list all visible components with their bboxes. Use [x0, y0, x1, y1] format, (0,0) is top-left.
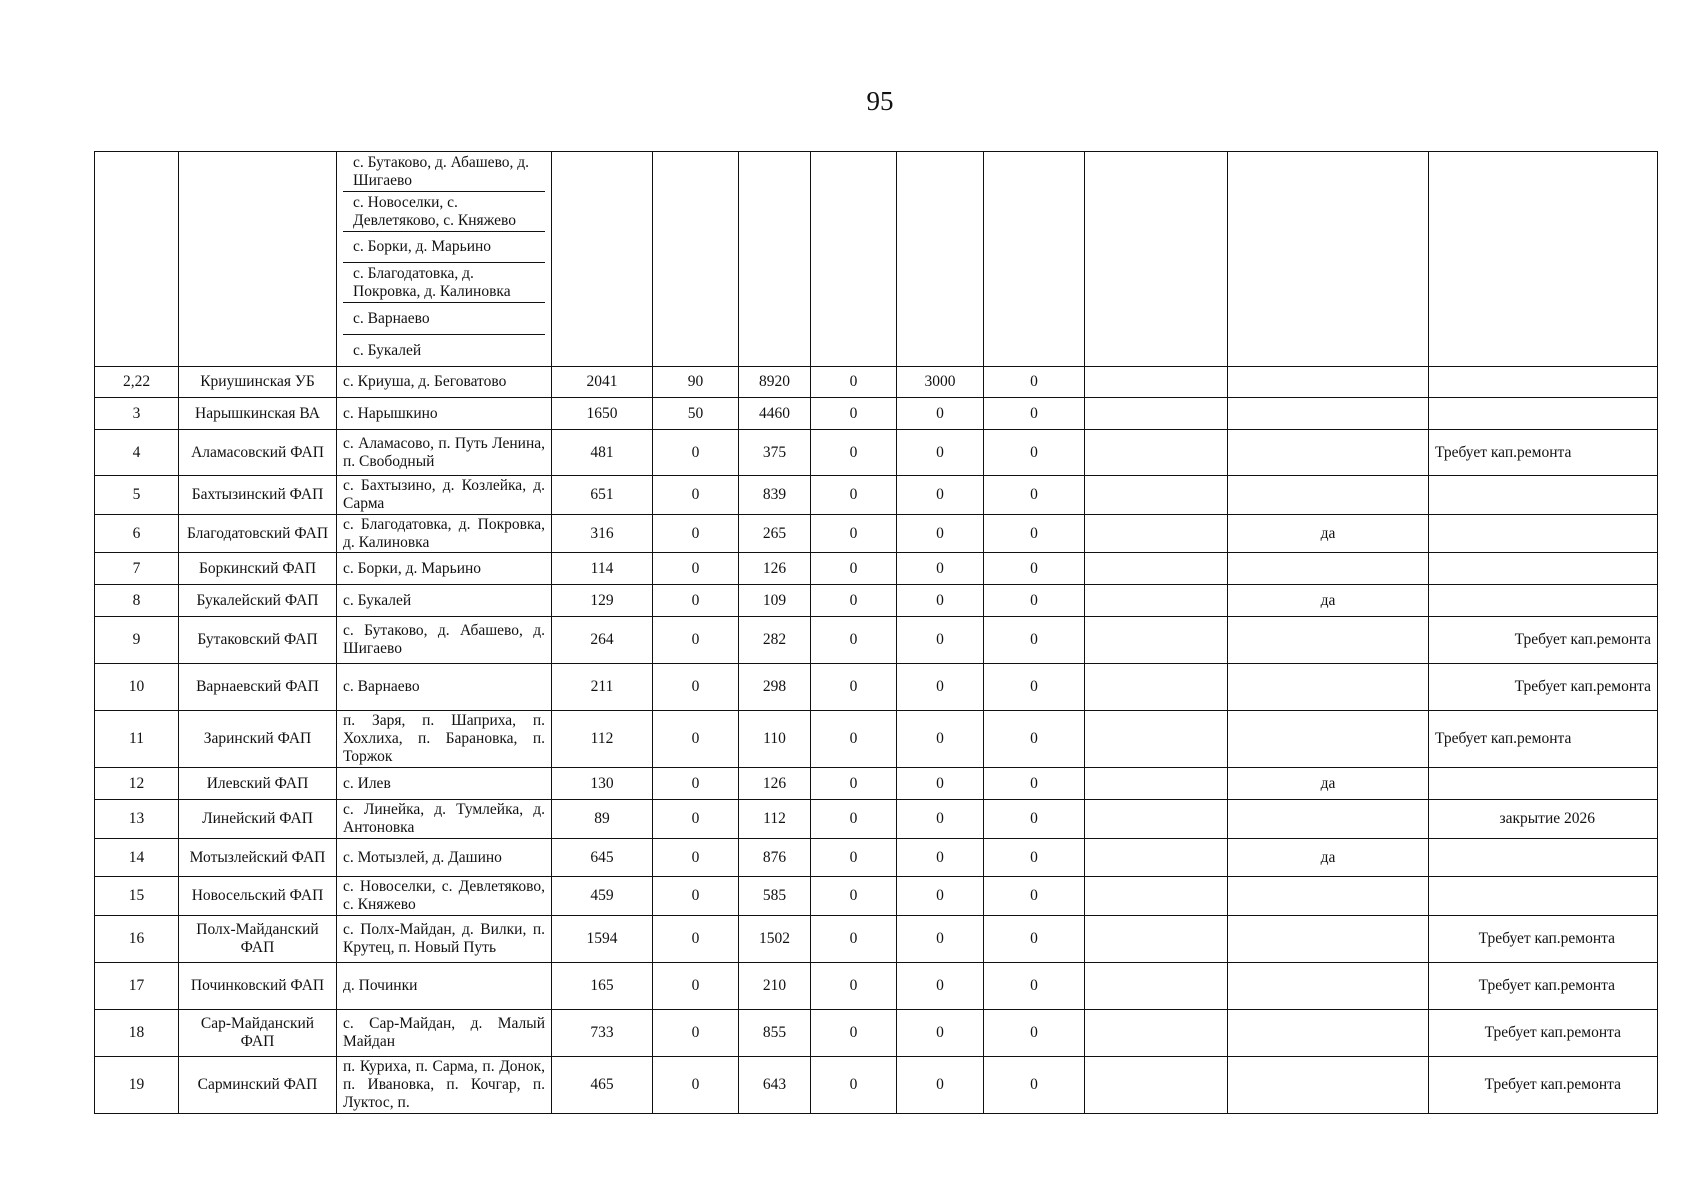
cell-name: Аламасовский ФАП [179, 430, 337, 476]
cell-v5: 0 [897, 553, 984, 585]
settlement-entry: с. Новоселки, с. Девлетяково, с. Княжево [343, 192, 545, 232]
cell-v6: 0 [984, 664, 1085, 711]
cell-v8 [1228, 367, 1429, 398]
cell-v1: 733 [552, 1010, 653, 1057]
cell-v3: 8920 [739, 367, 811, 398]
cell-num: 6 [95, 515, 179, 553]
cell-v6: 0 [984, 476, 1085, 515]
cell-name: Починковский ФАП [179, 963, 337, 1010]
cell-v1: 1594 [552, 916, 653, 963]
settlement-entry: с. Бутаково, д. Абашево, д. Шигаево [343, 152, 545, 192]
facilities-table [94, 151, 1658, 1114]
cell-empty [897, 152, 984, 367]
cell-v4: 0 [811, 916, 897, 963]
cell-v5: 0 [897, 839, 984, 877]
cell-v2: 0 [653, 430, 739, 476]
cell-v2: 0 [653, 916, 739, 963]
cell-settlements: с. Сар-Майдан, д. Малый Майдан [337, 1010, 552, 1057]
cell-v4: 0 [811, 963, 897, 1010]
cell-num: 10 [95, 664, 179, 711]
table-row [95, 585, 1658, 617]
cell-num: 9 [95, 617, 179, 664]
cell-v4: 0 [811, 430, 897, 476]
cell-v8 [1228, 553, 1429, 585]
cell-v7 [1085, 664, 1228, 711]
cell-name: Сарминский ФАП [179, 1057, 337, 1114]
cell-empty [1085, 152, 1228, 367]
table-row-continuation [95, 152, 1658, 367]
cell-v2: 0 [653, 800, 739, 839]
cell-v5: 0 [897, 711, 984, 768]
cell-v3: 126 [739, 768, 811, 800]
cell-v3: 375 [739, 430, 811, 476]
cell-v4: 0 [811, 398, 897, 430]
cell-note: Требует кап.ремонта [1429, 711, 1658, 768]
cell-v7 [1085, 398, 1228, 430]
cell-note [1429, 553, 1658, 585]
cell-v2: 0 [653, 877, 739, 916]
cell-name: Нарышкинская ВА [179, 398, 337, 430]
cell-v5: 0 [897, 585, 984, 617]
cell-v4: 0 [811, 367, 897, 398]
cell-name: Линейский ФАП [179, 800, 337, 839]
cell-settlements: с. Полх-Майдан, д. Вилки, п. Крутец, п. Новый Путь [337, 916, 552, 963]
cell-num: 12 [95, 768, 179, 800]
table-row [95, 553, 1658, 585]
table-row [95, 398, 1658, 430]
cell-note: Требует кап.ремонта [1429, 916, 1658, 963]
settlement-entry: с. Борки, д. Марьино [343, 232, 545, 263]
cell-v3: 109 [739, 585, 811, 617]
cell-settlements: д. Починки [337, 963, 552, 1010]
cell-v6: 0 [984, 585, 1085, 617]
table-row [95, 515, 1658, 553]
table-row [95, 1010, 1658, 1057]
cell-v7 [1085, 916, 1228, 963]
cell-v8 [1228, 476, 1429, 515]
cell-num: 18 [95, 1010, 179, 1057]
cell-settlements: с. Линейка, д. Тумлейка, д. Антоновка [337, 800, 552, 839]
cell-v7 [1085, 963, 1228, 1010]
cell-v5: 0 [897, 1010, 984, 1057]
cell-v8: да [1228, 585, 1429, 617]
cell-v1: 2041 [552, 367, 653, 398]
cell-v8 [1228, 800, 1429, 839]
cell-v3: 839 [739, 476, 811, 515]
cell-empty [552, 152, 653, 367]
cell-v3: 282 [739, 617, 811, 664]
cell-name: Бахтызинский ФАП [179, 476, 337, 515]
cell-v7 [1085, 711, 1228, 768]
settlement-entry: с. Букалей [353, 342, 422, 359]
cell-v3: 4460 [739, 398, 811, 430]
cell-v6: 0 [984, 839, 1085, 877]
cell-v2: 0 [653, 664, 739, 711]
cell-v2: 0 [653, 768, 739, 800]
cell-v6: 0 [984, 367, 1085, 398]
cell-num: 15 [95, 877, 179, 916]
table-row [95, 664, 1658, 711]
cell-v4: 0 [811, 1057, 897, 1114]
cell-v7 [1085, 515, 1228, 553]
cell-v2: 0 [653, 963, 739, 1010]
cell-settlements: с. Илев [337, 768, 552, 800]
cell-name: Новосельский ФАП [179, 877, 337, 916]
cell-num: 8 [95, 585, 179, 617]
table-row [95, 963, 1658, 1010]
page-number: 95 [866, 86, 894, 116]
cell-note [1429, 367, 1658, 398]
cell-v4: 0 [811, 711, 897, 768]
cell-v8 [1228, 1010, 1429, 1057]
cell-v3: 1502 [739, 916, 811, 963]
cell-num: 14 [95, 839, 179, 877]
cell-v3: 265 [739, 515, 811, 553]
cell-v7 [1085, 476, 1228, 515]
cell-note: Требует кап.ремонта [1429, 1010, 1658, 1057]
cell-v1: 211 [552, 664, 653, 711]
cell-settlements: с. Аламасово, п. Путь Ленина, п. Свободный [337, 430, 552, 476]
cell-num: 16 [95, 916, 179, 963]
table-row [95, 367, 1658, 398]
cell-v4: 0 [811, 664, 897, 711]
cell-num: 4 [95, 430, 179, 476]
cell-v5: 0 [897, 963, 984, 1010]
cell-v7 [1085, 768, 1228, 800]
cell-v4: 0 [811, 800, 897, 839]
cell-v8 [1228, 430, 1429, 476]
cell-v6: 0 [984, 916, 1085, 963]
cell-num: 3 [95, 398, 179, 430]
cell-v6: 0 [984, 617, 1085, 664]
cell-v3: 110 [739, 711, 811, 768]
cell-v7 [1085, 1057, 1228, 1114]
cell-note: закрытие 2026 [1429, 800, 1658, 839]
cell-v5: 0 [897, 916, 984, 963]
cell-v1: 165 [552, 963, 653, 1010]
cell-name: Бутаковский ФАП [179, 617, 337, 664]
cell-v8: да [1228, 768, 1429, 800]
cell-v5: 3000 [897, 367, 984, 398]
cell-v1: 1650 [552, 398, 653, 430]
cell-v8 [1228, 1057, 1429, 1114]
cell-v6: 0 [984, 800, 1085, 839]
cell-v6: 0 [984, 877, 1085, 916]
cell-v3: 643 [739, 1057, 811, 1114]
cell-name: Сар-Майданский ФАП [179, 1010, 337, 1057]
cell-v7 [1085, 800, 1228, 839]
cell-settlements: с. Варнаево [337, 664, 552, 711]
cell-v5: 0 [897, 800, 984, 839]
cell-name: Мотызлейский ФАП [179, 839, 337, 877]
cell-v4: 0 [811, 768, 897, 800]
cell-v5: 0 [897, 1057, 984, 1114]
cell-v8 [1228, 963, 1429, 1010]
cell-v8 [1228, 711, 1429, 768]
cell-v7 [1085, 1010, 1228, 1057]
cell-empty [653, 152, 739, 367]
cell-settlements: с. Букалей [337, 585, 552, 617]
cell-v7 [1085, 430, 1228, 476]
cell-v8 [1228, 916, 1429, 963]
cell-name [179, 152, 337, 367]
cell-note [1429, 585, 1658, 617]
cell-v4: 0 [811, 515, 897, 553]
cell-v3: 876 [739, 839, 811, 877]
cell-v3: 126 [739, 553, 811, 585]
cell-note [1429, 877, 1658, 916]
cell-note [1429, 768, 1658, 800]
cell-settlements: с. Бутаково, д. Абашево, д. Шигаево [337, 617, 552, 664]
cell-note [1429, 515, 1658, 553]
cell-v3: 585 [739, 877, 811, 916]
cell-v5: 0 [897, 430, 984, 476]
cell-empty [984, 152, 1085, 367]
cell-note: Требует кап.ремонта [1429, 617, 1658, 664]
table-row [95, 617, 1658, 664]
cell-v6: 0 [984, 1010, 1085, 1057]
cell-v5: 0 [897, 617, 984, 664]
cell-v2: 50 [653, 398, 739, 430]
cell-v8 [1228, 877, 1429, 916]
cell-note [1429, 839, 1658, 877]
cell-v3: 855 [739, 1010, 811, 1057]
cell-v1: 459 [552, 877, 653, 916]
cell-v8: да [1228, 839, 1429, 877]
cell-v4: 0 [811, 476, 897, 515]
cell-v6: 0 [984, 963, 1085, 1010]
table-row [95, 839, 1658, 877]
cell-v1: 481 [552, 430, 653, 476]
cell-v4: 0 [811, 877, 897, 916]
cell-v2: 0 [653, 476, 739, 515]
cell-v4: 0 [811, 839, 897, 877]
cell-v4: 0 [811, 617, 897, 664]
cell-v6: 0 [984, 768, 1085, 800]
cell-v6: 0 [984, 430, 1085, 476]
cell-note: Требует кап.ремонта [1429, 664, 1658, 711]
table-row [95, 877, 1658, 916]
cell-v2: 90 [653, 367, 739, 398]
cell-num: 13 [95, 800, 179, 839]
table-row [95, 800, 1658, 839]
cell-v1: 130 [552, 768, 653, 800]
cell-settlements: с. Бахтызино, д. Козлейка, д. Сарма [337, 476, 552, 515]
cell-v5: 0 [897, 476, 984, 515]
cell-name: Варнаевский ФАП [179, 664, 337, 711]
cell-v1: 651 [552, 476, 653, 515]
cell-v7 [1085, 553, 1228, 585]
cell-settlements: с. Благодатовка, д. Покровка, д. Калиновка [337, 515, 552, 553]
cell-settlements: п. Куриха, п. Сарма, п. Донок, п. Ивановка, п. Кочгар, п. Луктос, п. [337, 1057, 552, 1114]
cell-settlements: с. Нарышкино [337, 398, 552, 430]
cell-v1: 316 [552, 515, 653, 553]
cell-v6: 0 [984, 398, 1085, 430]
cell-num: 11 [95, 711, 179, 768]
cell-v1: 645 [552, 839, 653, 877]
cell-v1: 129 [552, 585, 653, 617]
cell-name: Илевский ФАП [179, 768, 337, 800]
cell-num: 5 [95, 476, 179, 515]
cell-v2: 0 [653, 515, 739, 553]
cell-v2: 0 [653, 711, 739, 768]
cell-empty [811, 152, 897, 367]
cell-v2: 0 [653, 839, 739, 877]
table-row [95, 1057, 1658, 1114]
cell-v5: 0 [897, 515, 984, 553]
cell-v1: 465 [552, 1057, 653, 1114]
cell-v1: 112 [552, 711, 653, 768]
cell-v5: 0 [897, 398, 984, 430]
cell-settlements-group [337, 152, 552, 367]
cell-num: 7 [95, 553, 179, 585]
cell-name: Заринский ФАП [179, 711, 337, 768]
cell-num: 17 [95, 963, 179, 1010]
cell-empty [1228, 152, 1429, 367]
cell-empty [739, 152, 811, 367]
cell-v4: 0 [811, 585, 897, 617]
cell-settlements: с. Криуша, д. Беговатово [337, 367, 552, 398]
cell-v8 [1228, 398, 1429, 430]
cell-note: Требует кап.ремонта [1429, 1057, 1658, 1114]
cell-v1: 114 [552, 553, 653, 585]
table-row [95, 430, 1658, 476]
table-row [95, 476, 1658, 515]
cell-v7 [1085, 839, 1228, 877]
cell-name: Полх-Майданский ФАП [179, 916, 337, 963]
cell-v3: 210 [739, 963, 811, 1010]
cell-v6: 0 [984, 711, 1085, 768]
settlement-entry: с. Варнаево [343, 303, 545, 335]
cell-v8 [1228, 664, 1429, 711]
cell-note: Требует кап.ремонта [1429, 963, 1658, 1010]
cell-v7 [1085, 617, 1228, 664]
cell-v5: 0 [897, 768, 984, 800]
cell-v7 [1085, 585, 1228, 617]
cell-note [1429, 476, 1658, 515]
cell-settlements: п. Заря, п. Шаприха, п. Хохлиха, п. Барановка, п. Торжок [337, 711, 552, 768]
cell-v6: 0 [984, 553, 1085, 585]
cell-v5: 0 [897, 877, 984, 916]
table-row [95, 711, 1658, 768]
cell-v7 [1085, 367, 1228, 398]
cell-num [95, 152, 179, 367]
cell-empty [1429, 152, 1658, 367]
cell-v8: да [1228, 515, 1429, 553]
cell-v7 [1085, 877, 1228, 916]
cell-v4: 0 [811, 553, 897, 585]
cell-name: Криушинская УБ [179, 367, 337, 398]
cell-settlements: с. Борки, д. Марьино [337, 553, 552, 585]
cell-v2: 0 [653, 1010, 739, 1057]
cell-name: Букалейский ФАП [179, 585, 337, 617]
cell-settlements: с. Мотызлей, д. Дашино [337, 839, 552, 877]
cell-v6: 0 [984, 1057, 1085, 1114]
cell-v8 [1228, 617, 1429, 664]
cell-v2: 0 [653, 617, 739, 664]
cell-v5: 0 [897, 664, 984, 711]
cell-name: Боркинский ФАП [179, 553, 337, 585]
cell-v2: 0 [653, 585, 739, 617]
cell-settlements: с. Новоселки, с. Девлетяково, с. Княжево [337, 877, 552, 916]
settlement-entry: с. Благодатовка, д. Покровка, д. Калиновка [343, 263, 545, 303]
cell-v1: 89 [552, 800, 653, 839]
cell-v3: 298 [739, 664, 811, 711]
table-row [95, 768, 1658, 800]
cell-v2: 0 [653, 1057, 739, 1114]
cell-v2: 0 [653, 553, 739, 585]
cell-name: Благодатовский ФАП [179, 515, 337, 553]
cell-v4: 0 [811, 1010, 897, 1057]
table-row [95, 916, 1658, 963]
cell-num: 19 [95, 1057, 179, 1114]
cell-note [1429, 398, 1658, 430]
cell-note: Требует кап.ремонта [1429, 430, 1658, 476]
cell-v6: 0 [984, 515, 1085, 553]
cell-num: 2,22 [95, 367, 179, 398]
cell-v3: 112 [739, 800, 811, 839]
cell-v1: 264 [552, 617, 653, 664]
